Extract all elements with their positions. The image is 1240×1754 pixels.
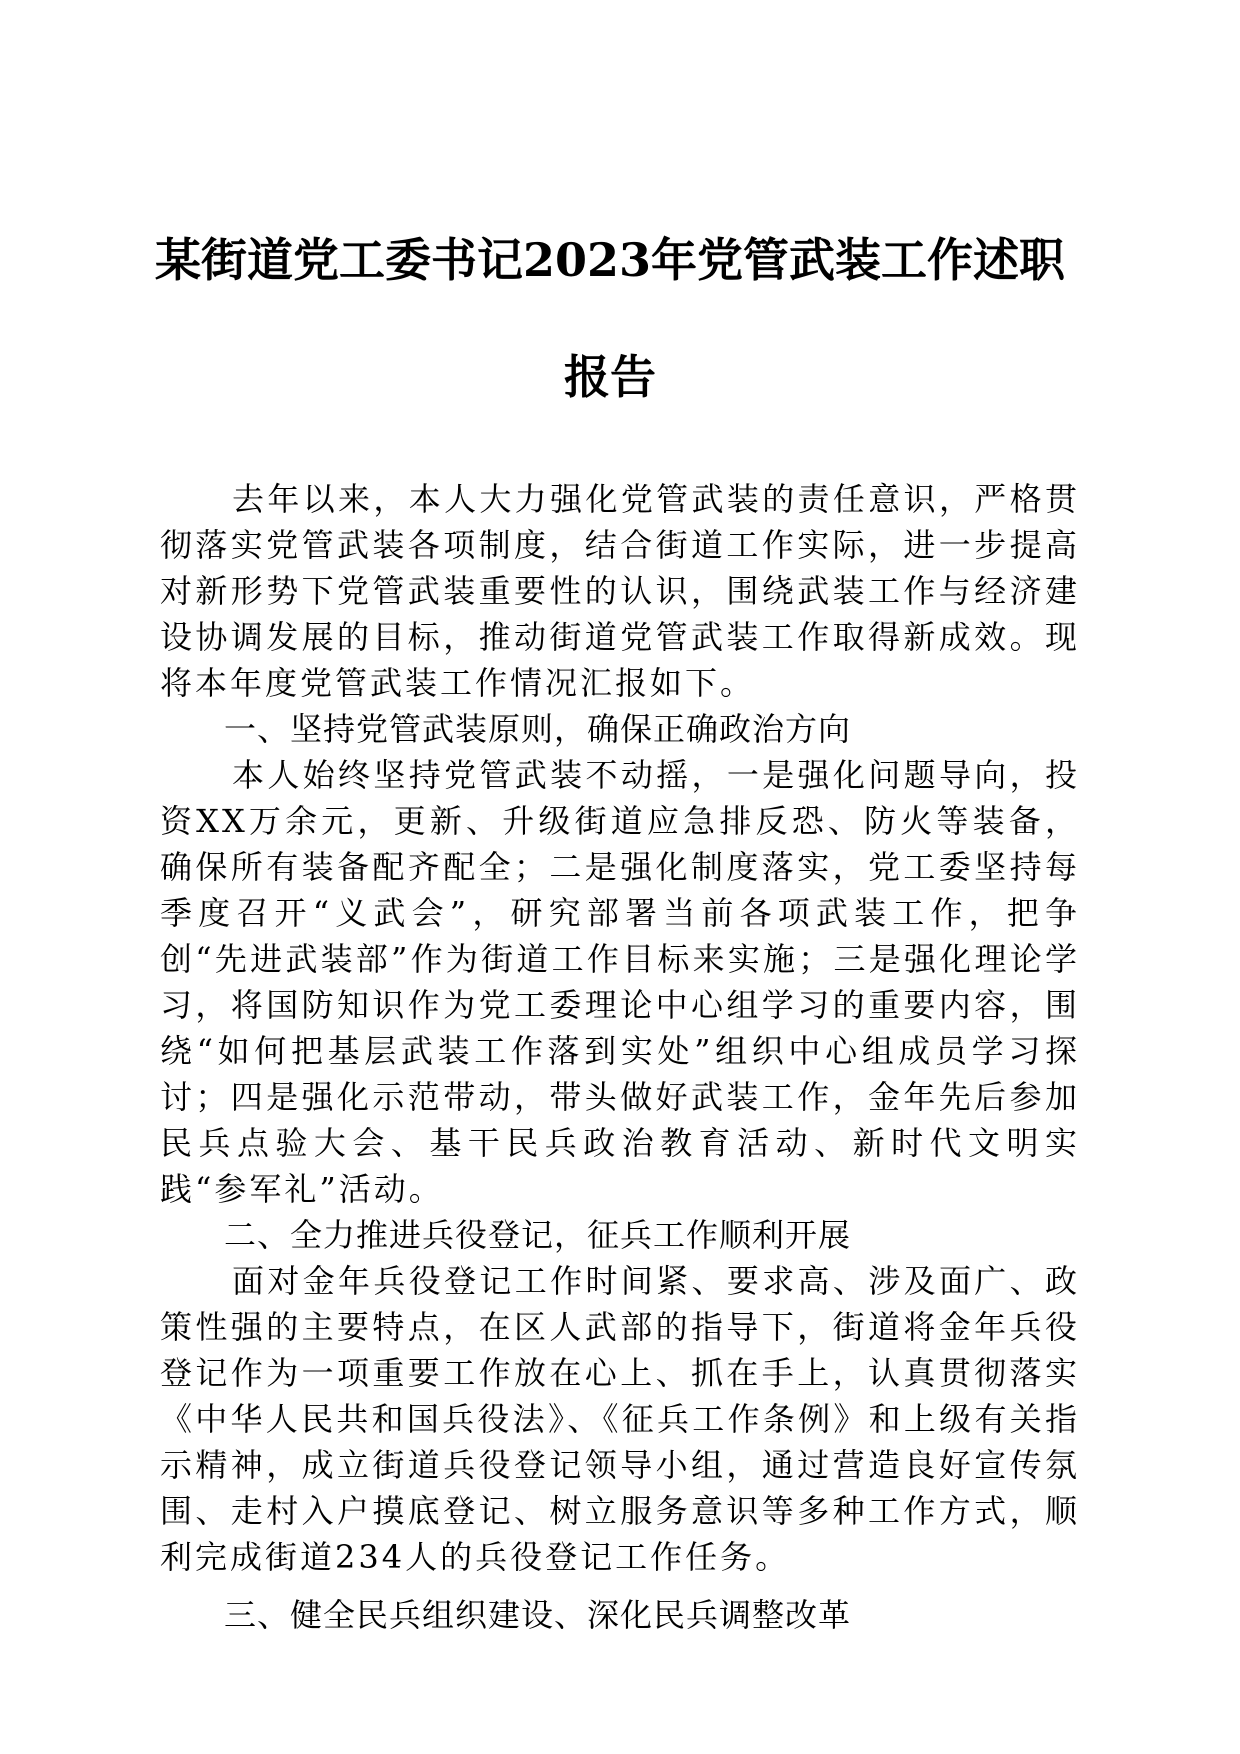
section-body-1: 本人始终坚持党管武装不动摇，一是强化问题导向，投资XX万余元，更新、升级街道应急排反恐、防火等装备，确保所有装备配齐配全；二是强化制度落实，党工委坚持每季度召开“义武会”，研究部署当前各项武装工作，把争创“先进武装部”作为街道工作目标来实施；三是强化理论学习，将国防知识作为党工委理论中心组学习的重要内容，围绕“如何把基层武装工作落到实处”组织中心组成员学习探讨；四是强化示范带动，带头做好武装工作，金年先后参加民兵点验大会、基干民兵政治教育活动、新时代文明实践“参军礼”活动。: [160, 756, 1080, 1208]
document-body: [160, 476, 1080, 1638]
section-heading-3: 三、健全民兵组织建设、深化民兵调整改革: [224, 1596, 852, 1634]
section-body-2: 面对金年兵役登记工作时间紧、要求高、涉及面广、政策性强的主要特点，在区人武部的指导下，街道将金年兵役登记作为一项重要工作放在心上、抓在手上，认真贯彻落实《中华人民共和国兵役法》、《征兵工作条例》和上级有关指示精神，成立街道兵役登记领导小组，通过营造良好宣传氛围、走村入户摸底登记、树立服务意识等多种工作方式，顺利完成街道234人的兵役登记工作任务。: [160, 1262, 1080, 1576]
document-title-line-2: 报告: [564, 350, 656, 404]
document-title-line-1: 某街道党工委书记2023年党管武装工作述职: [154, 233, 1066, 287]
section-heading-1: 一、坚持党管武装原则，确保正确政治方向: [224, 710, 852, 748]
section-heading-2: 二、全力推进兵役登记，征兵工作顺利开展: [224, 1216, 852, 1254]
intro-paragraph: 去年以来，本人大力强化党管武装的责任意识，严格贯彻落实党管武装各项制度，结合街道工作实际，进一步提高对新形势下党管武装重要性的认识，围绕武装工作与经济建设协调发展的目标，推动街道党管武装工作取得新成效。现将本年度党管武装工作情况汇报如下。: [160, 480, 1080, 702]
